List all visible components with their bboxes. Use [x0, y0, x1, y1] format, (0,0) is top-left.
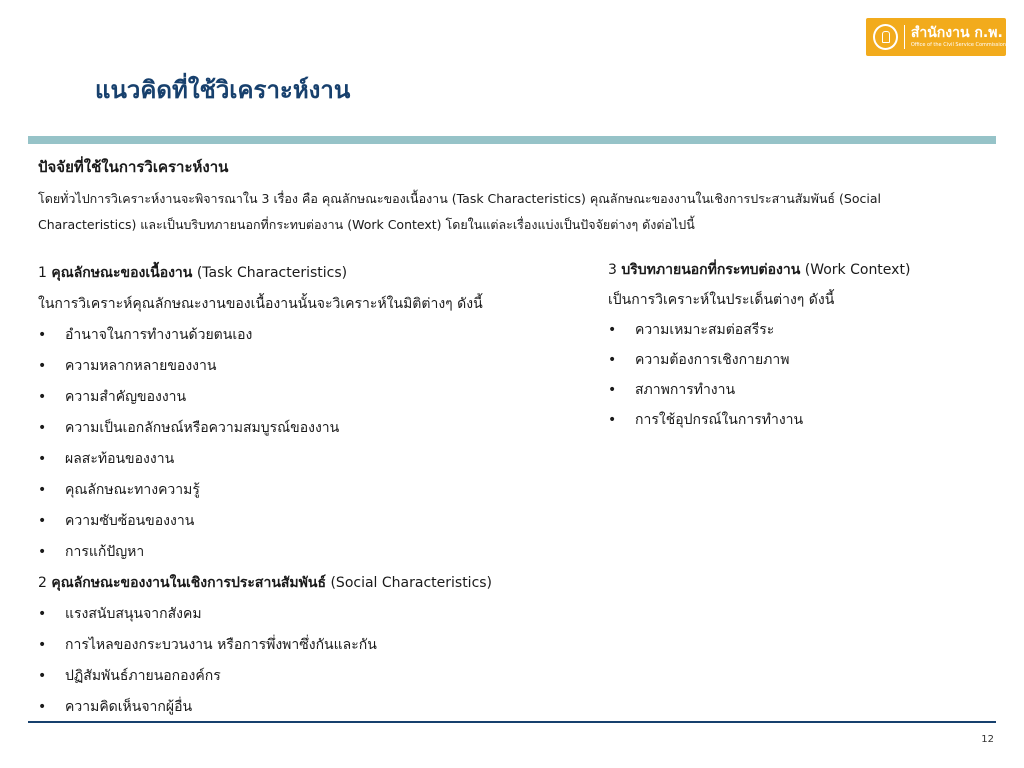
page-title: แนวคิดที่ใช้วิเคราะห์งาน: [95, 76, 351, 104]
bullet-icon: •: [38, 606, 47, 622]
list-item: • การแก้ปัญหา: [38, 537, 598, 568]
list-item: • ความหลากหลายของงาน: [38, 351, 598, 382]
logo-name-th: สำนักงาน ก.พ.: [910, 25, 1003, 41]
bullet-icon: •: [38, 513, 47, 529]
page-number: 12: [981, 734, 994, 745]
list-item: • ปฏิสัมพันธ์ภายนอกองค์กร: [38, 661, 598, 692]
bullet-icon: •: [38, 327, 47, 343]
bullet-icon: •: [608, 352, 617, 368]
list-item: • ความเหมาะสมต่อสรีระ: [608, 315, 1008, 345]
bullet-icon: •: [38, 482, 47, 498]
section-heading: ปัจจัยที่ใช้ในการวิเคราะห์งาน: [38, 158, 229, 176]
group-2-name-th: คุณลักษณะของงานในเชิงการประสานสัมพันธ์: [51, 575, 327, 591]
group-1-name-en: (Task Characteristics): [196, 265, 348, 281]
title-underline-bar: [28, 136, 996, 144]
bullet-icon: •: [608, 412, 617, 428]
list-item: • ความเป็นเอกลักษณ์หรือความสมบูรณ์ของงาน: [38, 413, 598, 444]
group-1-name-th: คุณลักษณะของเนื้องาน: [51, 265, 193, 281]
bullet-icon: •: [38, 637, 47, 653]
bullet-icon: •: [38, 668, 47, 684]
bullet-icon: •: [38, 389, 47, 405]
list-item: • ความคิดเห็นจากผู้อื่น: [38, 692, 598, 723]
list-item: • ความต้องการเชิงกายภาพ: [608, 345, 1008, 375]
intro-line-1: โดยทั่วไปการวิเคราะห์งานจะพิจารณาใน 3 เรื่อง คือ คุณลักษณะของเนื้องาน (Task Characteristics) คุณลักษณะของงานในเชิงการประสานสัมพันธ์ (Social: [38, 191, 881, 206]
list-item: • สภาพการทำงาน: [608, 375, 1008, 405]
group-2-name-en: (Social Characteristics): [330, 575, 493, 591]
group-1-heading: [38, 258, 598, 289]
list-item: • คุณลักษณะทางความรู้: [38, 475, 598, 506]
group-1-description: ในการวิเคราะห์คุณลักษณะงานของเนื้องานนั้นจะวิเคราะห์ในมิติต่างๆ ดังนี้: [38, 296, 483, 312]
list-item: • ความซับซ้อนของงาน: [38, 506, 598, 537]
list-item: • ผลสะท้อนของงาน: [38, 444, 598, 475]
logo-text: [911, 26, 1006, 48]
bullet-icon: •: [38, 544, 47, 560]
group-3-list: [608, 315, 1008, 435]
group-2-number: 2: [38, 575, 47, 591]
list-item: • ความสำคัญของงาน: [38, 382, 598, 413]
ocsc-logo: [866, 18, 1006, 56]
intro-paragraph: [38, 186, 1000, 238]
list-item: • อำนาจในการทำงานด้วยตนเอง: [38, 320, 598, 351]
bullet-icon: •: [38, 358, 47, 374]
list-item: • การใช้อุปกรณ์ในการทำงาน: [608, 405, 1008, 435]
group-3-name-en: (Work Context): [804, 262, 911, 278]
right-column: [608, 255, 1008, 435]
bullet-icon: •: [608, 382, 617, 398]
logo-divider: [904, 25, 905, 49]
group-2-list: [38, 599, 598, 723]
group-2-heading: [38, 568, 598, 599]
group-3-heading: [608, 255, 1008, 285]
bullet-icon: •: [38, 420, 47, 436]
footer-divider: [28, 721, 996, 723]
group-1-list: [38, 320, 598, 568]
left-column: [38, 258, 598, 723]
seal-icon: [873, 24, 898, 50]
group-1-number: 1: [38, 265, 47, 281]
bullet-icon: •: [608, 322, 617, 338]
group-3-description: เป็นการวิเคราะห์ในประเด็นต่างๆ ดังนี้: [608, 292, 835, 308]
intro-line-2: Characteristics) และเป็นบริบทภายนอกที่กระทบต่องาน (Work Context) โดยในแต่ละเรื่องแบ่งเป็นปัจจัยต่างๆ ดังต่อไปนี้: [38, 217, 695, 232]
group-3-number: 3: [608, 262, 617, 278]
bullet-icon: •: [38, 699, 47, 715]
group-3-name-th: บริบทภายนอกที่กระทบต่องาน: [621, 262, 801, 278]
bullet-icon: •: [38, 451, 47, 467]
list-item: • แรงสนับสนุนจากสังคม: [38, 599, 598, 630]
list-item: • การไหลของกระบวนงาน หรือการพึ่งพาซึ่งกันและกัน: [38, 630, 598, 661]
logo-name-en: Office of the Civil Service Commission: [910, 42, 1006, 48]
